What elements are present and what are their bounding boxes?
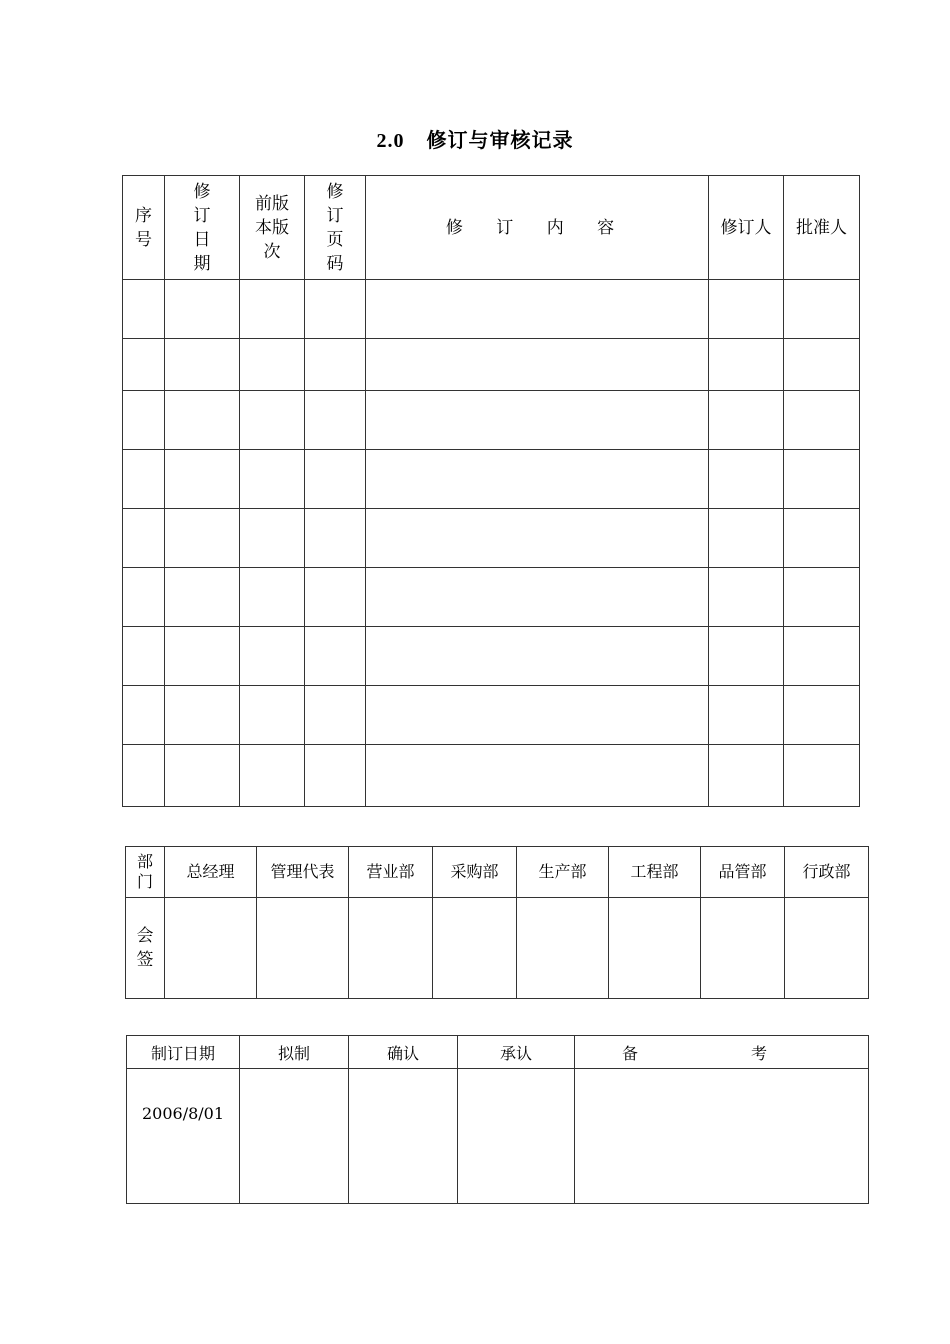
table-cell[interactable]: [305, 339, 366, 391]
table-cell[interactable]: [366, 391, 709, 450]
table-cell[interactable]: [366, 280, 709, 339]
table-cell[interactable]: [366, 339, 709, 391]
table-cell[interactable]: [240, 627, 305, 686]
dept-quality: 品管部: [701, 847, 785, 898]
table-row: [123, 745, 860, 807]
table-cell[interactable]: [165, 391, 240, 450]
dept-label: [126, 847, 165, 898]
table-cell[interactable]: [305, 745, 366, 807]
dept-label-line: 门: [136, 872, 153, 891]
table-cell[interactable]: [784, 568, 860, 627]
sign-label-line: 会: [136, 926, 154, 946]
table-row: [123, 686, 860, 745]
drafting-header-row: [127, 1036, 869, 1069]
table-row: [123, 339, 860, 391]
table-cell[interactable]: [240, 339, 305, 391]
header-confirm: 确认: [349, 1036, 458, 1069]
table-cell[interactable]: [123, 280, 165, 339]
sign-label: [126, 898, 165, 999]
header-date-line: 修: [193, 181, 211, 202]
table-cell[interactable]: [305, 568, 366, 627]
table-cell[interactable]: [240, 391, 305, 450]
signoff-table: [125, 846, 869, 999]
header-page-line: 页: [326, 229, 344, 250]
dept-label-line: 部: [136, 852, 153, 871]
table-cell[interactable]: [709, 450, 784, 509]
table-row: [123, 627, 860, 686]
header-seq: [123, 176, 165, 280]
dept-sales: 营业部: [349, 847, 433, 898]
signature-cell[interactable]: [785, 898, 869, 999]
table-cell[interactable]: [305, 391, 366, 450]
header-prev-version-line: 次: [263, 241, 281, 262]
header-prev-version: [240, 176, 305, 280]
header-remark: [575, 1036, 869, 1069]
revision-header-row: [123, 176, 860, 280]
table-cell[interactable]: [305, 686, 366, 745]
header-page: [305, 176, 366, 280]
table-cell[interactable]: [305, 280, 366, 339]
header-drafter: 拟制: [240, 1036, 349, 1069]
table-cell[interactable]: [784, 745, 860, 807]
dept-management-rep: 管理代表: [257, 847, 349, 898]
table-cell[interactable]: [165, 339, 240, 391]
table-cell[interactable]: [709, 339, 784, 391]
header-date-line: 日: [193, 229, 211, 250]
table-row: [123, 280, 860, 339]
table-cell[interactable]: [366, 686, 709, 745]
table-cell[interactable]: [784, 686, 860, 745]
table-cell[interactable]: [305, 627, 366, 686]
table-cell[interactable]: [165, 568, 240, 627]
signature-cell[interactable]: [433, 898, 517, 999]
header-page-line: 码: [326, 253, 344, 274]
table-cell[interactable]: [165, 745, 240, 807]
table-cell[interactable]: [165, 450, 240, 509]
table-cell[interactable]: [709, 391, 784, 450]
table-cell[interactable]: [165, 509, 240, 568]
table-cell[interactable]: [240, 450, 305, 509]
table-cell[interactable]: [123, 686, 165, 745]
table-row: [123, 568, 860, 627]
header-seq-line: 号: [135, 229, 152, 250]
header-page-line: 订: [326, 205, 344, 226]
header-content: [366, 176, 709, 280]
table-cell[interactable]: [240, 280, 305, 339]
table-cell[interactable]: [240, 568, 305, 627]
table-cell[interactable]: [784, 280, 860, 339]
drafting-row: [127, 1069, 869, 1204]
table-cell[interactable]: [123, 745, 165, 807]
header-reviser: 修订人: [709, 176, 784, 280]
table-cell[interactable]: [709, 745, 784, 807]
header-page-line: 修: [326, 181, 344, 202]
table-cell[interactable]: [366, 509, 709, 568]
table-cell[interactable]: [123, 391, 165, 450]
drafter-cell[interactable]: [240, 1069, 349, 1204]
table-cell[interactable]: [165, 280, 240, 339]
table-cell[interactable]: [305, 450, 366, 509]
signature-cell[interactable]: [165, 898, 257, 999]
table-row: [123, 391, 860, 450]
dept-engineering: 工程部: [609, 847, 701, 898]
header-draft-date: 制订日期: [127, 1036, 240, 1069]
table-cell[interactable]: [240, 745, 305, 807]
header-prev-version-line: 前版: [255, 193, 289, 214]
signature-cell[interactable]: [517, 898, 609, 999]
table-cell[interactable]: [123, 450, 165, 509]
table-cell[interactable]: [123, 339, 165, 391]
dept-general-manager: 总经理: [165, 847, 257, 898]
signoff-header-row: [126, 847, 869, 898]
dept-admin: 行政部: [785, 847, 869, 898]
table-cell[interactable]: [165, 686, 240, 745]
table-cell[interactable]: [709, 509, 784, 568]
header-date: [165, 176, 240, 280]
table-cell[interactable]: [784, 339, 860, 391]
table-cell[interactable]: [709, 627, 784, 686]
draft-date-value[interactable]: 2006/8/01: [127, 1069, 240, 1204]
table-cell[interactable]: [123, 509, 165, 568]
header-approve: 承认: [458, 1036, 575, 1069]
header-seq-line: 序: [135, 205, 152, 226]
revision-table: [122, 175, 860, 807]
signature-cell[interactable]: [257, 898, 349, 999]
table-cell[interactable]: [240, 686, 305, 745]
table-cell[interactable]: [123, 627, 165, 686]
table-cell[interactable]: [240, 509, 305, 568]
table-row: [123, 450, 860, 509]
table-cell[interactable]: [305, 509, 366, 568]
section-number: 2.0: [376, 130, 405, 152]
table-row: [123, 509, 860, 568]
dept-purchasing: 采购部: [433, 847, 517, 898]
table-cell[interactable]: [709, 280, 784, 339]
table-cell[interactable]: [366, 627, 709, 686]
table-cell[interactable]: [784, 627, 860, 686]
dept-production: 生产部: [517, 847, 609, 898]
header-content-label: 修 订 内 容: [445, 217, 629, 238]
table-cell[interactable]: [123, 568, 165, 627]
header-date-line: 期: [193, 253, 211, 274]
section-title: 修订与审核记录: [426, 128, 574, 152]
page-title: [0, 124, 950, 153]
table-cell[interactable]: [366, 568, 709, 627]
header-prev-version-line: 本版: [255, 217, 289, 238]
remark-cell[interactable]: [575, 1069, 869, 1204]
table-cell[interactable]: [784, 509, 860, 568]
table-cell[interactable]: [366, 450, 709, 509]
table-cell[interactable]: [784, 391, 860, 450]
signature-cell[interactable]: [609, 898, 701, 999]
table-cell[interactable]: [709, 686, 784, 745]
table-cell[interactable]: [784, 450, 860, 509]
approve-cell[interactable]: [458, 1069, 575, 1204]
confirm-cell[interactable]: [349, 1069, 458, 1204]
header-approver: 批准人: [784, 176, 860, 280]
header-date-line: 订: [193, 205, 211, 226]
signature-cell[interactable]: [349, 898, 433, 999]
signature-cell[interactable]: [701, 898, 785, 999]
table-cell[interactable]: [709, 568, 784, 627]
header-remark-label: 备 考: [621, 1043, 822, 1063]
table-cell[interactable]: [165, 627, 240, 686]
signoff-row: [126, 898, 869, 999]
table-cell[interactable]: [366, 745, 709, 807]
sign-label-line: 签: [136, 950, 154, 970]
drafting-table: [126, 1035, 869, 1204]
